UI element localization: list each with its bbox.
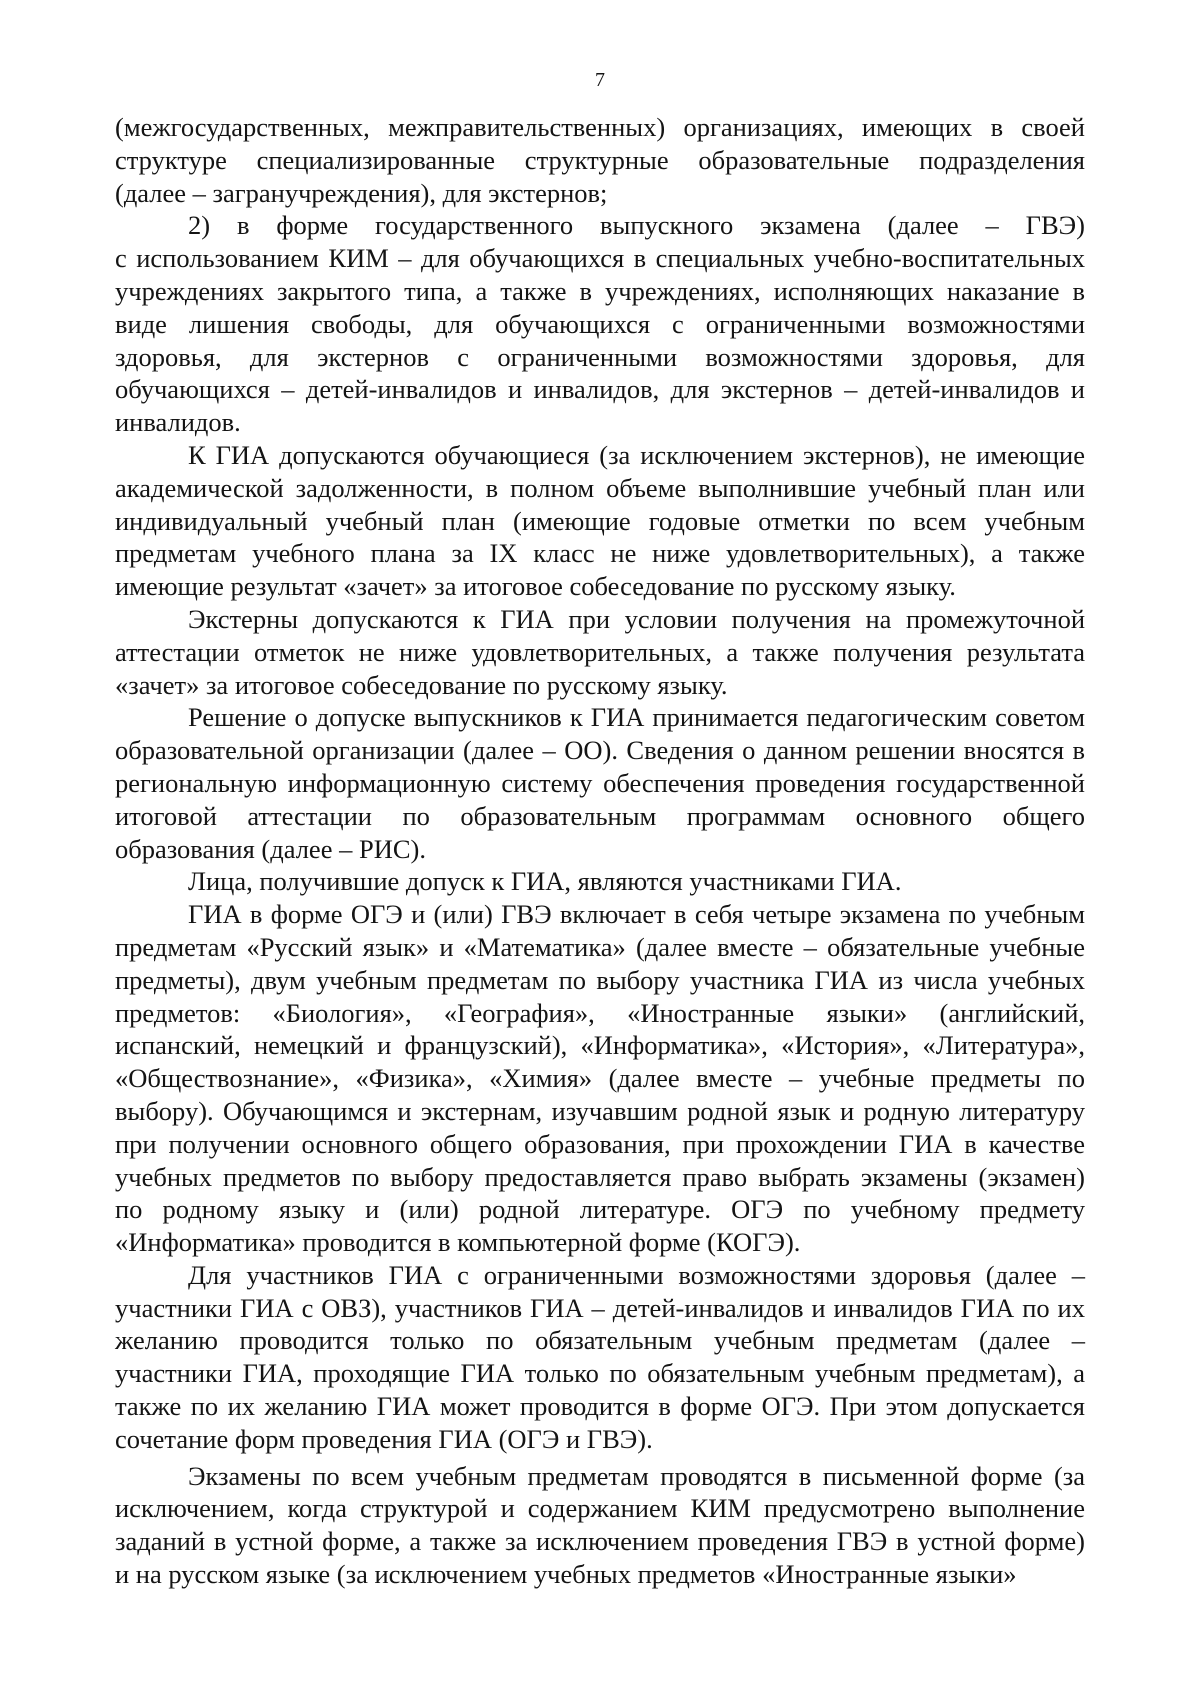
text-line: выбору). Обучающимся и экстернам, изучавшим родной язык и родную литературу — [115, 1095, 1085, 1126]
text-line: «Обществознание», «Физика», «Химия» (далее вместе – учебные предметы по — [115, 1063, 1085, 1094]
text-line: образовательной организации (далее – ОО). Сведения о данном решении вносятся в — [115, 735, 1085, 766]
text-line: индивидуальный учебный план (имеющие годовые отметки по всем учебным — [115, 505, 1085, 536]
text-line: также по их желанию ГИА может проводится в форме ОГЭ. При этом допускается — [115, 1391, 1085, 1422]
text-line: Лица, получившие допуск к ГИА, являются участниками ГИА. — [188, 866, 902, 897]
text-line: структуре специализированные структурные образовательные подразделения — [115, 144, 1085, 175]
text-line: заданий в устной форме, а также за исключением проведения ГВЭ в устной форме) — [115, 1526, 1085, 1557]
text-line: ГИА в форме ОГЭ и (или) ГВЭ включает в себя четыре экзамена по учебным — [188, 899, 1085, 930]
text-line: (далее – загранучреждения), для экстернов; — [115, 177, 608, 208]
text-line: учреждениях закрытого типа, а также в учреждениях, исполняющих наказание в — [115, 275, 1085, 306]
text-line: предметам учебного плана за IX класс не ниже удовлетворительных), а также — [115, 538, 1085, 569]
paragraph — [115, 701, 1085, 865]
paragraph — [115, 111, 1085, 209]
text-line: «Информатика» проводится в компьютерной форме (КОГЭ). — [115, 1227, 801, 1258]
text-line: участники ГИА, проходящие ГИА только по обязательным учебным предметам), а — [115, 1358, 1085, 1389]
text-line: академической задолженности, в полном объеме выполнившие учебный план или — [115, 472, 1085, 503]
text-line: и на русском языке (за исключением учебных предметов «Иностранные языки» — [115, 1559, 1017, 1590]
text-line: Экстерны допускаются к ГИА при условии получения на промежуточной — [188, 603, 1085, 634]
document-body — [115, 111, 1085, 1591]
paragraph — [115, 209, 1085, 439]
text-line: К ГИА допускаются обучающиеся (за исключением экстернов), не имеющие — [188, 439, 1085, 470]
page-number: 7 — [595, 69, 605, 91]
text-line: виде лишения свободы, для обучающихся с ограниченными возможностями — [115, 308, 1085, 339]
paragraph — [115, 439, 1085, 603]
text-line: исключением, когда структурой и содержанием КИМ предусмотрено выполнение — [115, 1493, 1085, 1524]
paragraph — [115, 1460, 1085, 1591]
paragraph — [115, 898, 1085, 1259]
text-line: образования (далее – РИС). — [115, 833, 426, 864]
text-line: инвалидов. — [115, 407, 241, 438]
text-line: «зачет» за итоговое собеседование по русскому языку. — [115, 669, 728, 700]
paragraph — [115, 865, 1085, 898]
paragraph — [115, 1259, 1085, 1456]
text-line: сочетание форм проведения ГИА (ОГЭ и ГВЭ). — [115, 1423, 653, 1454]
text-line: предметов: «Биология», «География», «Иностранные языки» (английский, — [115, 997, 1085, 1028]
text-line: испанский, немецкий и французский), «Информатика», «История», «Литература», — [115, 1030, 1085, 1061]
text-line: имеющие результат «зачет» за итоговое собеседование по русскому языку. — [115, 571, 956, 602]
text-line: участники ГИА с ОВЗ), участников ГИА – детей-инвалидов и инвалидов ГИА по их — [115, 1292, 1085, 1323]
text-line: с использованием КИМ – для обучающихся в специальных учебно-воспитательных — [115, 243, 1085, 274]
text-line: учебных предметов по выбору предоставляется право выбрать экзамены (экзамен) — [115, 1161, 1085, 1192]
text-line: 2) в форме государственного выпускного экзамена (далее – ГВЭ) — [188, 210, 1085, 241]
text-line: желанию проводится только по обязательным учебным предметам (далее – — [115, 1325, 1085, 1356]
text-line: предметы), двум учебным предметам по выбору участника ГИА из числа учебных — [115, 964, 1085, 995]
text-line: (межгосударственных, межправительственных) организациях, имеющих в своей — [115, 112, 1085, 142]
text-line: Экзамены по всем учебным предметам проводятся в письменной форме (за — [188, 1460, 1085, 1491]
paragraph — [115, 603, 1085, 701]
text-line: Решение о допуске выпускников к ГИА принимается педагогическим советом — [188, 702, 1085, 733]
text-line: здоровья, для экстернов с ограниченными возможностями здоровья, для — [115, 341, 1085, 372]
text-line: Для участников ГИА с ограниченными возможностями здоровья (далее – — [188, 1259, 1085, 1290]
text-line: региональную информационную систему обеспечения проведения государственной — [115, 767, 1085, 798]
text-line: обучающихся – детей-инвалидов и инвалидов, для экстернов – детей-инвалидов и — [115, 374, 1085, 405]
text-line: по родному языку и (или) родной литературе. ОГЭ по учебному предмету — [115, 1194, 1085, 1225]
text-line: при получении основного общего образования, при прохождении ГИА в качестве — [115, 1128, 1085, 1159]
text-line: итоговой аттестации по образовательным программам основного общего — [115, 800, 1085, 831]
text-line: аттестации отметок не ниже удовлетворительных, а также получения результата — [115, 636, 1085, 667]
text-line: предметам «Русский язык» и «Математика» (далее вместе – обязательные учебные — [115, 931, 1085, 962]
